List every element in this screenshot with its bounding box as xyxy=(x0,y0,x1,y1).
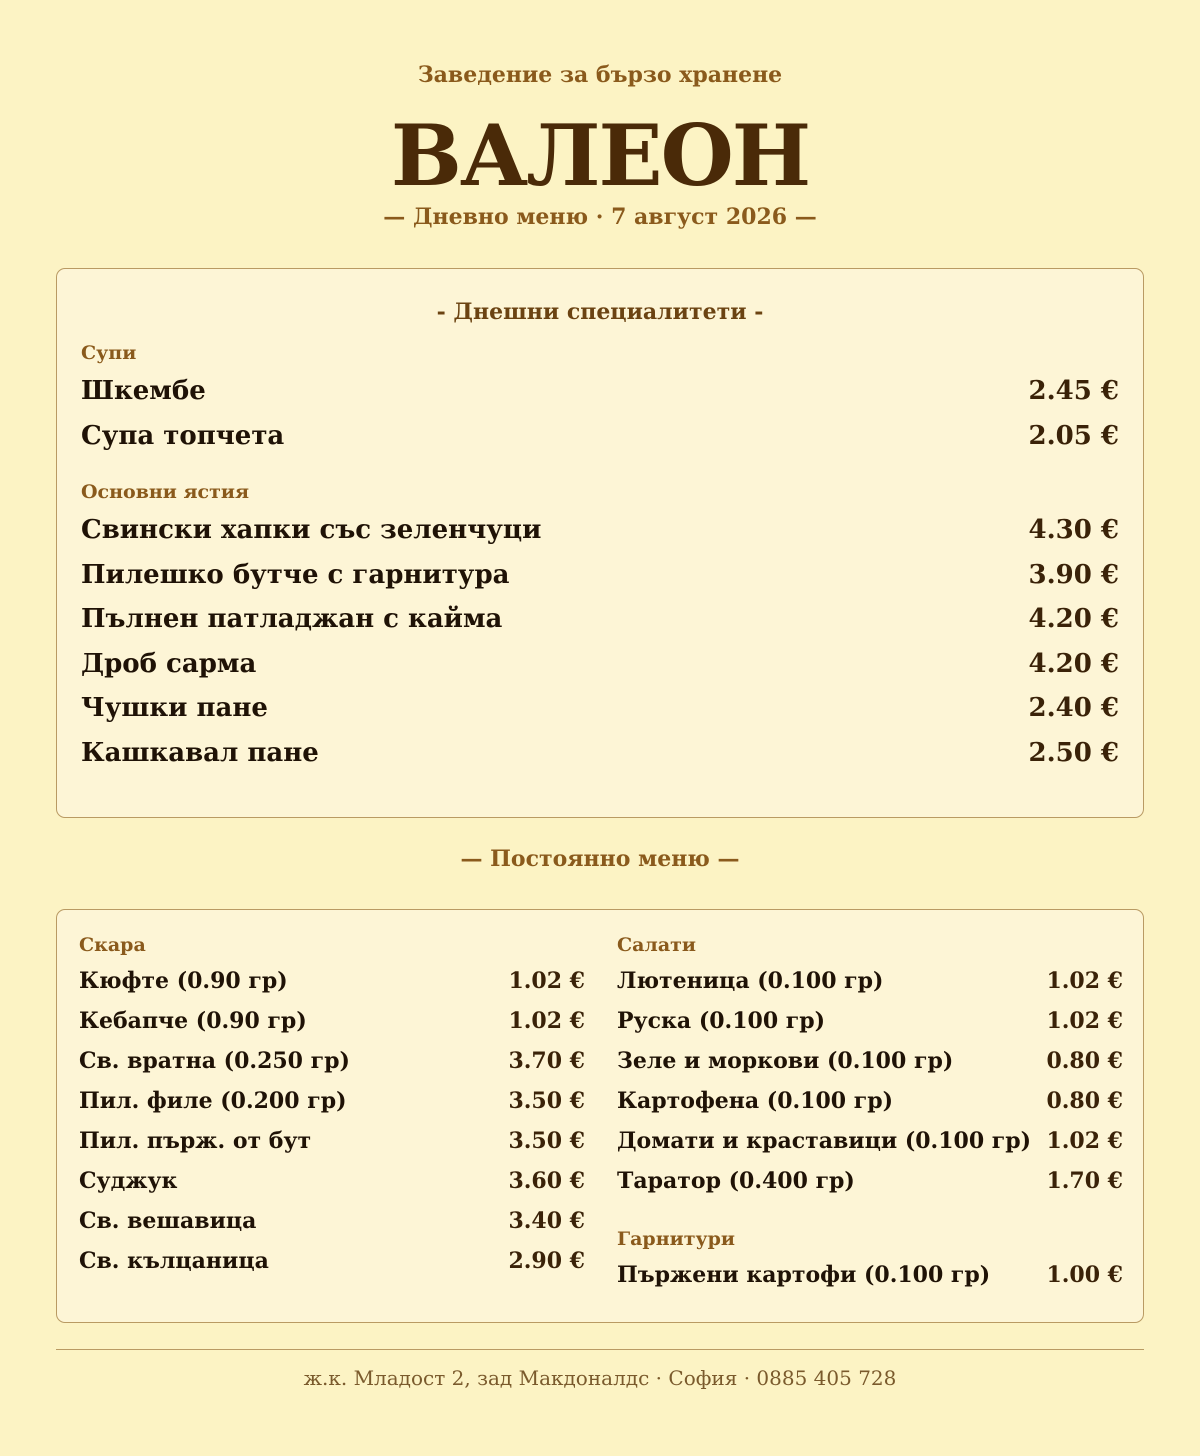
menu-item-name: Св. кълцаница xyxy=(79,1248,269,1274)
menu-item-price: 4.30 € xyxy=(1028,515,1119,545)
menu-item-name: Картофена (0.100 гр) xyxy=(617,1088,894,1114)
category-main-dishes: Основни ястия xyxy=(81,481,250,503)
menu-item-price: 0.80 € xyxy=(1046,1088,1123,1114)
menu-item xyxy=(617,1165,1123,1197)
category-salads: Салати xyxy=(617,934,697,956)
menu-item xyxy=(617,1085,1123,1117)
menu-item xyxy=(617,1259,1123,1291)
menu-item-name: Св. вратна (0.250 гр) xyxy=(79,1048,350,1074)
menu-item-name: Зеле и моркови (0.100 гр) xyxy=(617,1048,954,1074)
menu-item xyxy=(79,1125,585,1157)
menu-item-name: Св. вешавица xyxy=(79,1208,257,1234)
menu-item-name: Кюфте (0.90 гр) xyxy=(79,968,288,994)
menu-item-price: 2.50 € xyxy=(1028,738,1119,768)
menu-item xyxy=(617,1045,1123,1077)
menu-item xyxy=(79,1045,585,1077)
menu-item-price: 3.40 € xyxy=(508,1208,585,1234)
menu-item xyxy=(81,599,1119,639)
restaurant-name: ВАЛЕОН xyxy=(390,106,810,205)
menu-item-name: Пържени картофи (0.100 гр) xyxy=(617,1262,991,1288)
menu-item-price: 3.70 € xyxy=(508,1048,585,1074)
menu-item xyxy=(617,1005,1123,1037)
menu-item-name: Лютеница (0.100 гр) xyxy=(617,968,884,994)
daily-specials-card xyxy=(56,268,1144,818)
menu-item xyxy=(81,416,1119,456)
menu-item-name: Пил. филе (0.200 гр) xyxy=(79,1088,347,1114)
menu-item-name: Чушки пане xyxy=(81,693,268,723)
menu-item-price: 0.80 € xyxy=(1046,1048,1123,1074)
menu-item-price: 1.02 € xyxy=(1046,968,1123,994)
menu-item-name: Руска (0.100 гр) xyxy=(617,1008,826,1034)
menu-item xyxy=(79,1005,585,1037)
menu-item-price: 2.90 € xyxy=(508,1248,585,1274)
menu-item-price: 2.40 € xyxy=(1028,693,1119,723)
menu-item-price: 1.00 € xyxy=(1046,1262,1123,1288)
regular-menu-card xyxy=(56,909,1144,1323)
menu-item xyxy=(81,555,1119,595)
category-soups: Супи xyxy=(81,342,137,364)
menu-item-name: Домати и краставици (0.100 гр) xyxy=(617,1128,1032,1154)
menu-item-name: Супа топчета xyxy=(81,421,285,451)
menu-item xyxy=(79,1085,585,1117)
menu-date: — Дневно меню · 7 август 2026 — xyxy=(383,204,817,230)
menu-item xyxy=(81,510,1119,550)
menu-item-price: 1.02 € xyxy=(1046,1128,1123,1154)
menu-item xyxy=(617,965,1123,997)
menu-item-name: Дроб сарма xyxy=(81,649,257,679)
menu-item-price: 1.70 € xyxy=(1046,1168,1123,1194)
menu-item-price: 4.20 € xyxy=(1028,604,1119,634)
menu-item-price: 3.60 € xyxy=(508,1168,585,1194)
menu-item xyxy=(79,965,585,997)
menu-item-name: Свински хапки със зеленчуци xyxy=(81,515,542,545)
regular-menu-title: — Постоянно меню — xyxy=(460,846,740,872)
footer-divider xyxy=(56,1349,1144,1350)
menu-item-price: 3.50 € xyxy=(508,1088,585,1114)
category-sides: Гарнитури xyxy=(617,1228,736,1250)
menu-item-name: Таратор (0.400 гр) xyxy=(617,1168,855,1194)
menu-item-price: 3.50 € xyxy=(508,1128,585,1154)
menu-item xyxy=(81,733,1119,773)
menu-item xyxy=(81,644,1119,684)
menu-item xyxy=(79,1245,585,1277)
menu-item-name: Кебапче (0.90 гр) xyxy=(79,1008,307,1034)
menu-item xyxy=(81,688,1119,728)
menu-item xyxy=(79,1205,585,1237)
menu-item xyxy=(617,1125,1123,1157)
footer-address: ж.к. Младост 2, зад Макдоналдс · София · 0885 405 728 xyxy=(303,1366,897,1390)
menu-item-name: Шкембе xyxy=(81,376,206,406)
menu-item-name: Пълнен патладжан с кайма xyxy=(81,604,503,634)
category-grill: Скара xyxy=(79,934,146,956)
menu-item-price: 2.05 € xyxy=(1028,421,1119,451)
menu-item-price: 4.20 € xyxy=(1028,649,1119,679)
menu-item-price: 2.45 € xyxy=(1028,376,1119,406)
menu-item-price: 1.02 € xyxy=(508,1008,585,1034)
menu-item xyxy=(81,371,1119,411)
menu-item-price: 1.02 € xyxy=(508,968,585,994)
menu-item-name: Кашкавал пане xyxy=(81,738,319,768)
restaurant-type: Заведение за бързо хранене xyxy=(417,62,783,88)
menu-item-price: 3.90 € xyxy=(1028,560,1119,590)
menu-item-name: Суджук xyxy=(79,1168,178,1194)
menu-item-name: Пил. пърж. от бут xyxy=(79,1128,312,1154)
menu-item xyxy=(79,1165,585,1197)
menu-item-name: Пилешко бутче с гарнитура xyxy=(81,560,510,590)
specials-title: - Днешни специалитети - xyxy=(436,299,764,325)
menu-item-price: 1.02 € xyxy=(1046,1008,1123,1034)
